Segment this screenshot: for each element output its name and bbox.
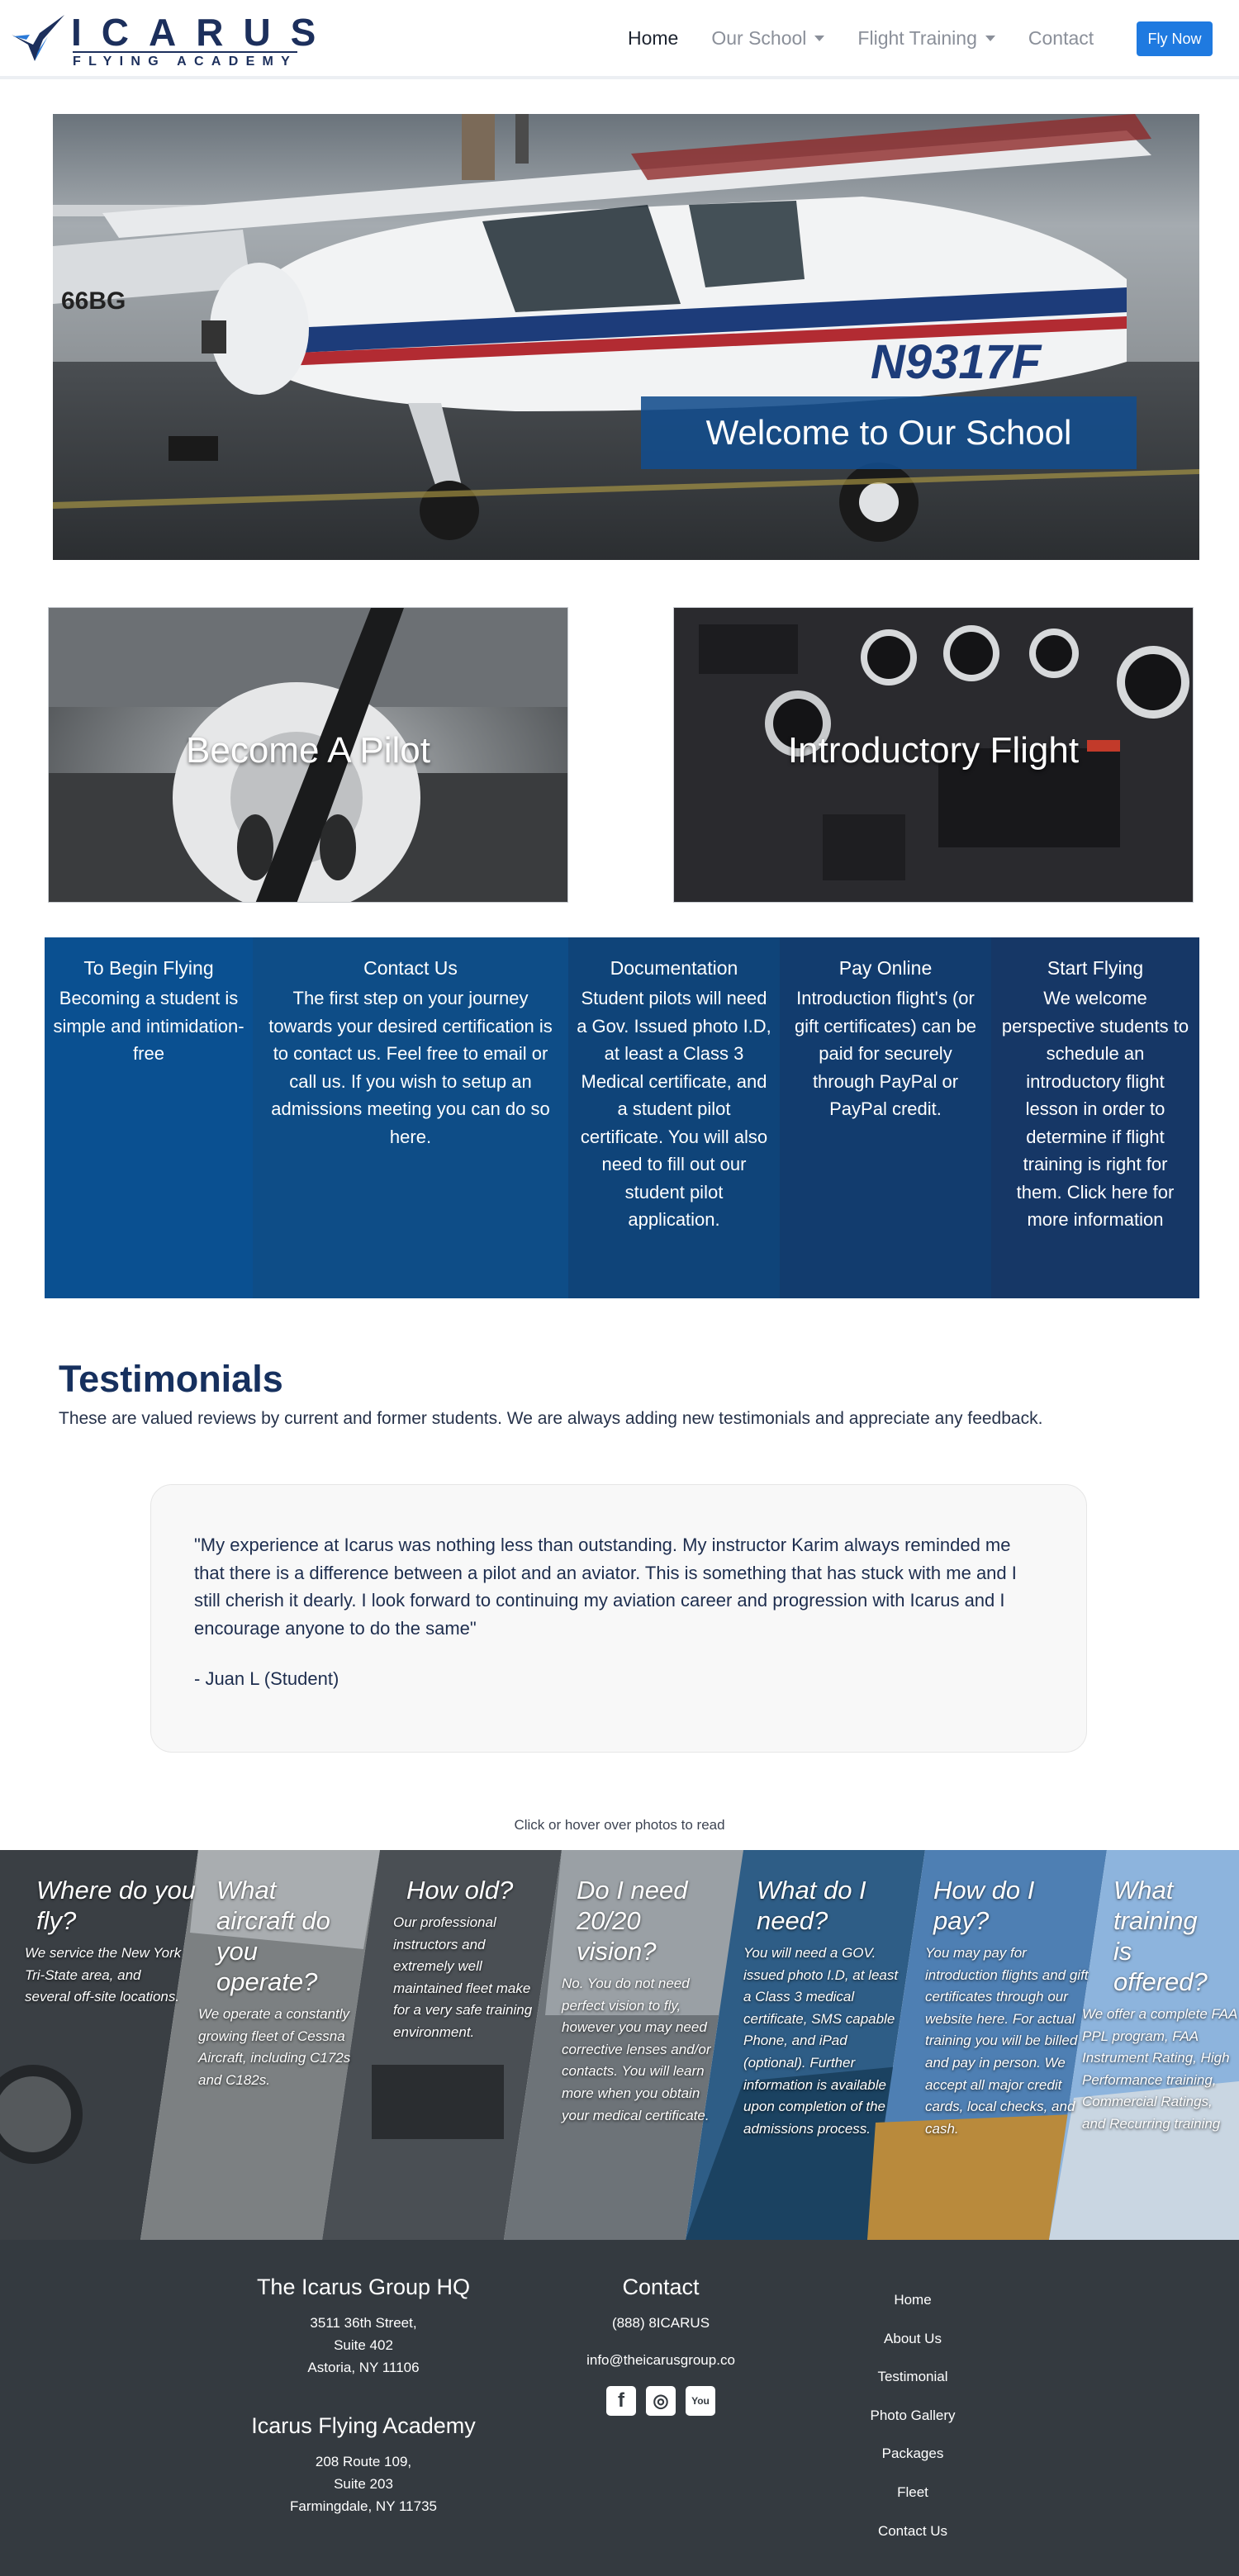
introductory-flight-tile[interactable] [673, 607, 1194, 903]
brand-name: ICARUS [71, 11, 336, 54]
background-plane-number: 66BG [61, 287, 126, 315]
footer-contact-title: Contact [622, 2275, 700, 2299]
faq-title: What training is offered? [1113, 1876, 1208, 1996]
faq-title: What aircraft do you operate? [216, 1876, 330, 1996]
footer-link-packages[interactable]: Packages [881, 2446, 944, 2462]
testimonial-quote: "My experience at Icarus was nothing less than outstanding. My instructor Karim always reminded me that there is a difference between a pilot and an aviator. This is something that has stuck with me and I still cherish it dearly. I look forward to continuing my aviation career and progression with Icarus and I encourage anyone to do the same" [194, 1535, 1017, 1639]
faq-body: You will need a GOV. issued photo I.D, at least a Class 3 medical certificate, SMS capable Phone, and iPad (optional). Further information is available upon completion of the admissions process. [743, 1945, 899, 2137]
footer-hq-title: The Icarus Group HQ [256, 2275, 471, 2299]
faq-hint: Click or hover over photos to read [514, 1817, 725, 1833]
step-contact-us[interactable] [253, 937, 568, 1298]
testimonials-intro: These are valued reviews by current and former students. We are always adding new testimonials and appreciate any feedback. [59, 1409, 1043, 1428]
faq-title: Do I need 20/20 vision? [577, 1876, 688, 1966]
footer-contact [537, 2275, 785, 2416]
faq-body: Our professional instructors and extremely well maintained fleet make for a very safe training environment. [393, 1914, 533, 2040]
faq-panel-vision[interactable] [562, 1850, 760, 2240]
hero-caption: Welcome to Our School [641, 396, 1137, 469]
footer-link-contact-us[interactable]: Contact Us [877, 2522, 948, 2539]
footer-link-home[interactable]: Home [894, 2292, 932, 2308]
step-body: We welcome perspective students to schedule an introductory flight lesson in order to determine if flight training is right for them. Click here for more information [1001, 988, 1189, 1230]
footer-link-testimonial[interactable]: Testimonial [877, 2369, 948, 2385]
faq-body: We operate a constantly growing fleet of Cessna Aircraft, including C172s and C182s. [198, 2006, 351, 2088]
faq-panel-aircraft[interactable] [198, 1850, 396, 2240]
footer-links [834, 2281, 991, 2550]
faq-body: No. You do not need perfect vision to fly, however you may need corrective lenses and/or contacts. You will learn more when you obtain your medical certificate. [562, 1976, 711, 2123]
step-start-flying[interactable] [991, 937, 1199, 1298]
caret-down-icon [985, 36, 995, 41]
step-body: Introduction flight's (or gift certificates) can be paid for securely through PayPal or PayPal credit. [794, 988, 977, 1119]
step-title: Contact Us [363, 957, 458, 979]
step-pay-online[interactable] [780, 937, 991, 1298]
faq-photo-strip [0, 1850, 1239, 2240]
footer-phone[interactable]: (888) 8ICARUS [611, 2315, 710, 2331]
footer-link-photo-gallery[interactable]: Photo Gallery [870, 2407, 956, 2423]
eagle-logo-icon [10, 12, 66, 66]
footer-hq [240, 2275, 487, 2379]
footer-hq-line: Suite 402 [334, 2337, 393, 2353]
facebook-icon[interactable]: f [606, 2386, 636, 2416]
nav-home-label: Home [628, 26, 679, 49]
footer-hq-line: Astoria, NY 11106 [307, 2360, 420, 2375]
testimonials-heading: Testimonials [59, 1358, 283, 1400]
footer-academy-line: 208 Route 109, [315, 2454, 412, 2469]
social-links [537, 2386, 785, 2416]
nav-our-school[interactable] [711, 27, 824, 50]
nav-our-school-label: Our School [711, 26, 807, 49]
step-body: The first step on your journey towards your desired certification is to contact us. Feel free to email or call us. If you wish to setup an admissions meeting you can do so here. [268, 988, 553, 1147]
faq-body: We service the New York Tri-State area, and several off-site locations. [25, 1945, 182, 2005]
footer [0, 2240, 1239, 2576]
getting-started-steps [45, 937, 1199, 1298]
nav-contact-label: Contact [1028, 26, 1094, 49]
step-to-begin-flying [45, 937, 253, 1298]
step-documentation[interactable] [568, 937, 780, 1298]
footer-link-fleet[interactable]: Fleet [897, 2483, 928, 2500]
become-a-pilot-label: Become A Pilot [186, 730, 430, 771]
faq-body: We offer a complete FAA PPL program, FAA Instrument Rating, High Performance training, Commercial Ratings, and Recurring training [1082, 2006, 1237, 2132]
nav-flight-training-label: Flight Training [857, 26, 977, 49]
step-body: Student pilots will need a Gov. Issued photo I.D, at least a Class 3 Medical certificate, and a student pilot certificate. You will also need to fill out our student pilot application. [577, 988, 771, 1230]
faq-panel-what-need[interactable] [743, 1850, 942, 2240]
footer-link-about[interactable]: About Us [884, 2330, 942, 2346]
main-menu [628, 21, 1127, 55]
faq-title: What do I need? [757, 1876, 866, 1935]
nav-contact[interactable] [1028, 27, 1094, 50]
brand-tagline: FLYING ACADEMY [73, 51, 297, 69]
introductory-flight-label: Introductory Flight [787, 730, 1080, 771]
instagram-icon[interactable]: ◎ [646, 2386, 676, 2416]
faq-title: How do I pay? [933, 1876, 1035, 1935]
step-title: Start Flying [1047, 957, 1144, 979]
footer-hq-line: 3511 36th Street, [310, 2315, 417, 2331]
footer-academy-line: Farmingdale, NY 11735 [290, 2498, 437, 2514]
testimonial-card [150, 1484, 1087, 1753]
navbar [0, 0, 1239, 79]
step-body: Becoming a student is simple and intimidation-free [53, 988, 244, 1064]
nav-flight-training[interactable] [857, 27, 995, 50]
faq-title: Where do you fly? [36, 1876, 196, 1935]
nav-home[interactable] [628, 27, 678, 50]
testimonial-author: - Juan L (Student) [194, 1668, 339, 1689]
faq-panel-training[interactable] [1082, 1850, 1239, 2240]
faq-body: You may pay for introduction flights and gift certificates through our website here. For actual training you will be billed and pay in person. We accept all major credit cards, local checks, and cash. [925, 1945, 1089, 2137]
footer-academy-line: Suite 203 [334, 2476, 393, 2492]
hero-airplane-image [53, 114, 1199, 560]
tail-number: N9317F [871, 335, 1042, 389]
footer-academy [231, 2413, 496, 2517]
become-a-pilot-tile[interactable] [48, 607, 568, 903]
hero-banner [53, 114, 1199, 560]
icarus-logo[interactable] [10, 11, 336, 69]
faq-title: How old? [406, 1876, 514, 1905]
footer-academy-title: Icarus Flying Academy [251, 2413, 476, 2438]
footer-email[interactable]: info@theicarusgroup.co [586, 2352, 735, 2368]
fly-now-button[interactable]: Fly Now [1137, 21, 1213, 56]
step-title: Pay Online [838, 957, 933, 979]
caret-down-icon [814, 36, 824, 41]
faq-panel-where-fly[interactable] [25, 1850, 223, 2240]
youtube-icon[interactable]: You [686, 2386, 715, 2416]
step-title: To Begin Flying [83, 957, 214, 979]
step-title: Documentation [610, 957, 738, 979]
